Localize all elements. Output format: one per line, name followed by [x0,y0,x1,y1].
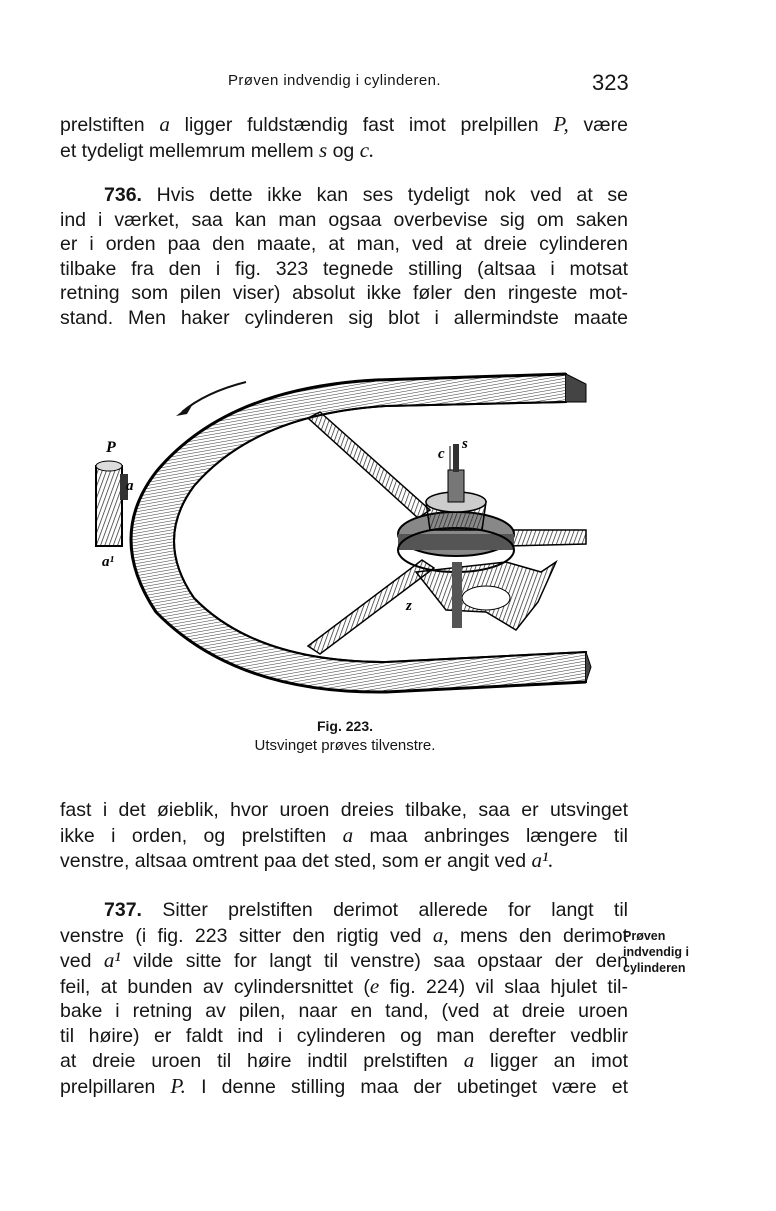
label-a1: a¹ [102,554,114,570]
text-line: ved a¹ vilde sitte for langt til venstre) saa opstaar der den [60,948,628,972]
text-line: at dreie uroen til høire indtil prelstiften a ligger an imot [60,1048,628,1072]
text-line: ind i værket, saa kan man ogsaa overbevise sig om saken [60,208,628,231]
text-line: venstre (i fig. 223 sitter den rigtig ved a, mens den derimot [60,922,628,947]
label-z: z [406,598,412,614]
text-line: venstre, altsaa omtrent paa det sted, som er angit ved a¹. [60,848,554,872]
text-line: til høire) er faldt ind i cylinderen og man derefter vedblir [60,1024,628,1047]
text-line: et tydeligt mellemrum mellem s og c. [60,137,375,162]
margin-note [623,928,723,976]
text-line: 736. Hvis dette ikke kan ses tydeligt nok ved at se [104,184,629,206]
figure-223-illustration [86,362,596,710]
prel-pillar [96,461,128,546]
margin-note-line: indvendig i [623,945,689,959]
text-line: tilbake fra den i fig. 323 tegnede stilling (altsaa i motsat [60,257,628,280]
label-s: s [462,436,468,452]
paragraph-737 [60,898,628,1099]
text-line: er i orden paa den maate, at man, ved at dreie cylinderen [60,233,628,255]
paragraph-continuation-top [60,112,628,163]
text-line: 737. Sitter prelstiften derimot allerede for langt til [104,899,628,921]
text-line: ikke i orden, og prelstiften a maa anbringes længere til [60,822,628,847]
paragraph-number: 736. [104,184,142,206]
text-line: prelstiften a ligger fuldstændig fast imot prelpillen P, være [60,112,628,136]
text-line: stand. Men haker cylinderen sig blot i allermindste maate [60,306,628,329]
page-number: 323 [592,70,629,95]
margin-note-line: cylinderen [623,961,686,975]
text-line: feil, at bunden av cylindersnittet (e fig. 224) vil slaa hjulet til- [60,973,628,998]
paragraph-continuation [60,798,628,874]
figure-caption: Utsvinget prøves tilvenstre. [254,737,436,754]
label-p: P [106,439,116,456]
paragraph-number: 737. [104,899,142,921]
text-line: bake i retning av pilen, naar en tand, (ved at dreie uroen [60,1000,628,1022]
text-line: prelpillaren P. I denne stilling maa der ubetinget være et [60,1073,628,1098]
paragraph-736 [60,183,628,330]
label-a: a [126,478,134,494]
text-line: fast i det øieblik, hvor uroen dreies tilbake, saa er utsvinget [60,799,628,821]
figure-label: Fig. 223. [316,718,374,734]
margin-note-line: Prøven [623,929,666,943]
running-head: Prøven indvendig i cylinderen. [228,72,441,89]
text-line: retning som pilen viser) absolut ikke føler den ringeste mot- [60,282,628,304]
label-c: c [438,446,445,462]
